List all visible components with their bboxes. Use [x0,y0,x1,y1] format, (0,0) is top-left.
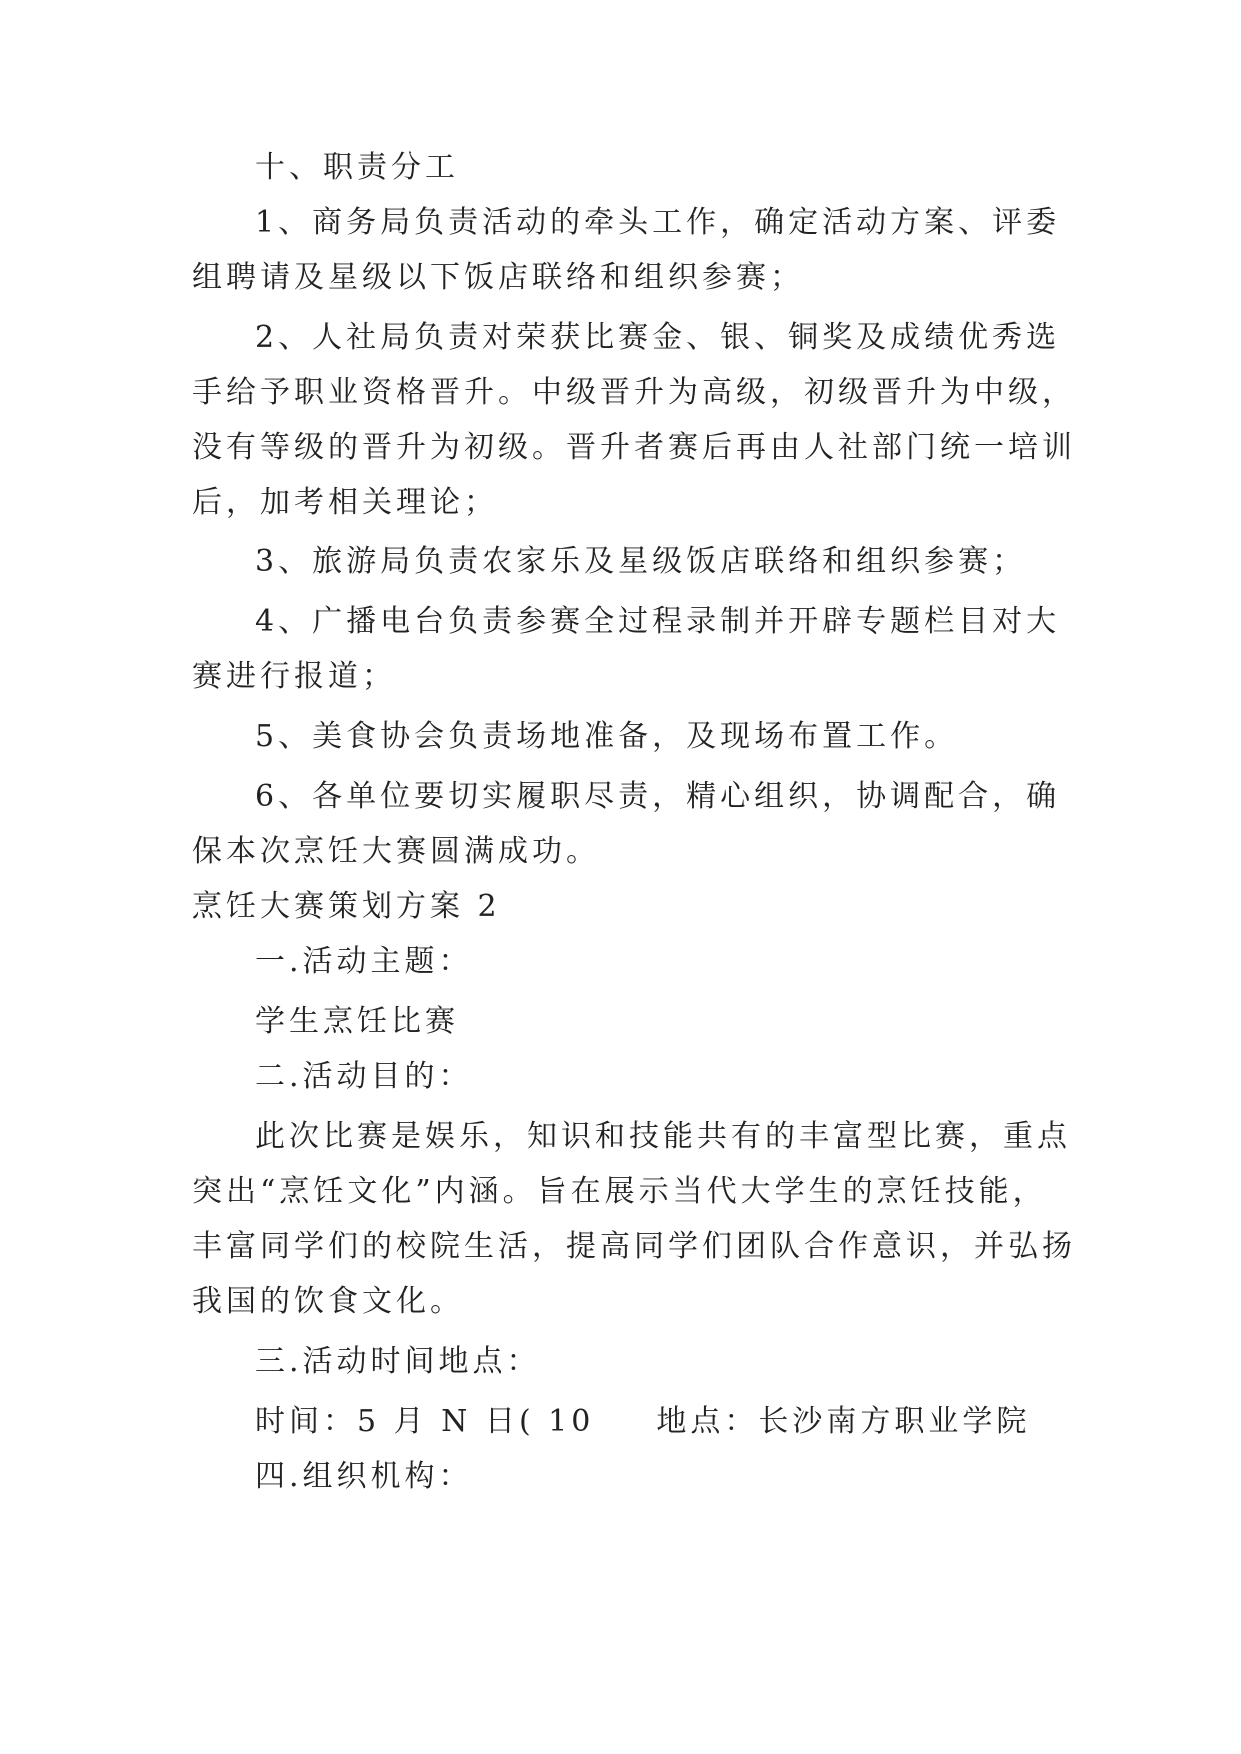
time-text: 时间：5 月 N 日( 10 [255,1404,595,1439]
time-place-line [255,1402,1030,1442]
paragraph-line: 我国的饮食文化。 [192,1284,464,1319]
paragraph-line: 3、旅游局负责农家乐及星级饭店联络和组织参赛； [255,544,1027,579]
paragraph-line: 5、美食协会负责场地准备，及现场布置工作。 [255,719,959,754]
place-text: 地点：长沙南方职业学院 [656,1404,1031,1439]
section-heading: 十、职责分工 [255,150,459,185]
paragraph-line: 保本次烹饪大赛圆满成功。 [192,834,600,869]
paragraph-line: 没有等级的晋升为初级。晋升者赛后再由人社部门统一培训 [192,430,1076,465]
paragraph-line: 丰富同学们的校院生活，提高同学们团队合作意识，并弘扬 [192,1229,1076,1264]
paragraph-line: 6、各单位要切实履职尽责，精心组织，协调配合，确 [255,779,1061,814]
paragraph-line: 突出“烹饪文化”内涵。旨在展示当代大学生的烹饪技能， [192,1174,1047,1209]
paragraph-line: 1、商务局负责活动的牵头工作，确定活动方案、评委 [255,205,1061,240]
paragraph-line: 4、广播电台负责参赛全过程录制并开辟专题栏目对大 [255,604,1061,639]
paragraph-line: 手给予职业资格晋升。中级晋升为高级，初级晋升为中级， [192,375,1076,410]
paragraph-line: 学生烹饪比赛 [255,1004,459,1039]
section-heading: 二.活动目的： [255,1059,473,1094]
section-heading: 一.活动主题： [255,944,473,979]
paragraph-line: 赛进行报道； [192,659,396,694]
paragraph-line: 后，加考相关理论； [192,485,498,520]
section-heading: 三.活动时间地点： [255,1344,541,1379]
paragraph-line: 此次比赛是娱乐，知识和技能共有的丰富型比赛，重点 [255,1119,1071,1154]
paragraph-line: 组聘请及星级以下饭店联络和组织参赛； [192,260,804,295]
document-title: 烹饪大赛策划方案 2 [192,889,501,924]
paragraph-line: 2、人社局负责对荣获比赛金、银、铜奖及成绩优秀选 [255,320,1061,355]
section-heading: 四.组织机构： [255,1459,473,1494]
